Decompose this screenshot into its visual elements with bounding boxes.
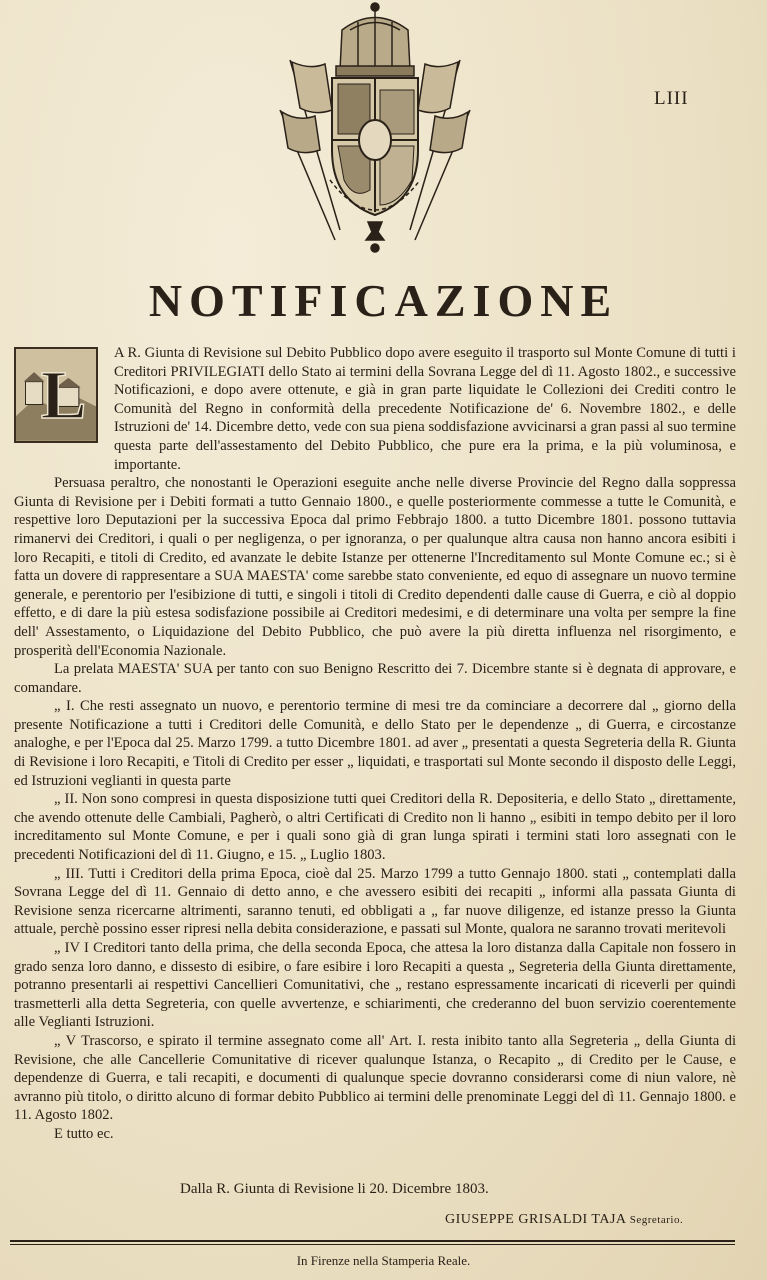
paragraph-preamble: A R. Giunta di Revisione sul Debito Pubblico dopo avere eseguito il trasporto sul Monte Comune di tutti i Creditori PRIVILEGIATI dello Stato ai termini della Sovrana Legge del dì 11. Agosto 1802., e successive Notificazioni, e dopo avere ottenute, e già in gran parte liquidate le Collezioni dei Crediti contro le Comunità del Regno in conformità della precedente Notificazione de' 6. Novembre 1802., e delle Istruzioni de' 14. Dicembre detto, vede con sua piena soddisfazione avvicinarsi a gran passi al suo termine questa parte dell'assestamento del Debito Pubblico, che pure era la prima, e la più voluminosa, e importante. [114, 345, 736, 473]
closing-formula: E tutto ec. [54, 1125, 114, 1142]
paragraph-persuasa: Persuasa peraltro, che nonostanti le Operazioni eseguite anche nelle diverse Provincie del Regno dalla soppressa Giunta di Revisione per i Debiti formati a tutto Gennaio 1800., e quelle posteriormente commesse a tutte le Comunità, e respettive loro Deputazioni per la successiva Epoca dal primo Febbrajo 1800. a tutto Dicembre 1801. possono tuttavia rimanervi dei Creditori, i quali o per negligenza, o per ignoranza, o per qualunque altra causa non hanno ancora esibiti i loro Recapiti, e titoli di Credito, ed avanzate le debite Istanze per ottenerne l'Increditamento sul Monte Comune ec.; si è fatta un dovere di rappresentare a SUA MAESTA' come sarebbe stato conveniente, ed equo di assegnare un nuovo termine generale, e perentorio per l'esibizione di tutti, e singoli i titoli di Credito dependenti dalle cause di Guerra, e ciò al doppio effetto, e di dare la più estesa sodisfazione possibile ai Creditori medesimi, e di determinare una volta per sempre la fine dell' Assestamento, o Liquidazione del Debito Pubblico, che può avere la più diretta influenza nel risorgimento, e prosperità dell'Economia Nazionale. [14, 475, 736, 659]
printer-imprint: In Firenze nella Stamperia Reale. [296, 1253, 471, 1268]
signer-name: GIUSEPPE GRISALDI TAJA [445, 1212, 626, 1227]
article-1: „ I. Che resti assegnato un nuovo, e perentorio termine di mesi tre da cominciare a decorrere dal „ giorno della presente Notificazione a tutti i Creditori delle Comunità, e dello Stato per le dependenze „ di Guerra, e circostanze analoghe, e per l'Epoca dal 25. Marzo 1799. a tutto Dicembre 1801. ad aver „ presentati a questa Segreteria della R. Giunta di Revisione i loro Recapiti, e Titoli di Credito per esser „ liquidati, e trasportati sul Monte secondo il disposto delle Leggi, ed Istruzioni veglianti in questa parte [14, 698, 736, 789]
article-3: „ III. Tutti i Creditori della prima Epoca, cioè dal 25. Marzo 1799 a tutto Gennajo 1800. stati „ contemplati dalla Sovrana Legge del dì 11. Gennaio di detto anno, e che avessero esibiti dei recapiti „ informi alla passata Giunta di Revisione senza ricercarne altrimenti, saranno tenuti, ed obbligati a „ far nuove diligenze, ed istanze presso la Giunta attuale, perchè possino esser ripresi nella debita considerazione, e passati sul Monte, qualora ne saranno trovati meritevoli [14, 865, 736, 938]
article-5: „ V Trascorso, e spirato il termine assegnato come all' Art. I. resta inibito tanto alla Segreteria „ della Giunta di Revisione, che alle Cancellerie Comunitative di ricever qualunque Istanza, o Recapito „ di Credito per le Cause, e dependenze di Guerra, e tali recapiti, e documenti di qualunque specie dovranno considerarsi come di niun valore, nè avranno più titolo, o diritto alcuno di formar debito Pubblico ai termini delle prenominate Leggi del dì 11. Gennajo 1800. e 11. Agosto 1802. [14, 1032, 736, 1124]
notice-body [14, 344, 736, 1144]
date-line: Dalla R. Giunta di Revisione li 20. Dicembre 1803. [180, 1181, 489, 1197]
plate-number: LIII [654, 88, 689, 109]
paragraph-approval: La prelata MAESTA' SUA per tanto con suo Benigno Rescritto dei 7. Dicembre stante si è degnata di approvare, e comandare. [14, 661, 736, 696]
page-title: NOTIFICAZIONE [148, 275, 619, 326]
divider-thick [10, 1240, 735, 1242]
initial-letter: L [40, 356, 87, 433]
article-2: „ II. Non sono compresi in questa disposizione tutti quei Creditori della R. Depositeria, e dello Stato „ direttamente, che avendo ottenute delle Cambiali, Pagherò, o altri Certificati di Credito non li hanno „ esibiti in tempo debito per il loro increditamento sul Monte Comune, e per i quali sono già di gran lunga spirati i termini stati loro assegnati con le precedenti Notificazioni del dì 11. Giugno, e 15. „ Luglio 1803. [14, 791, 736, 864]
article-4: „ IV I Creditori tanto della prima, che della seconda Epoca, che attesa la loro distanza dalla Capitale non fossero in grado senza loro danno, e dissesto di esibire, o fare esibire i loro Recapiti a questa „ Segreteria della Giunta direttamente, potranno presentarli ai respettivi Cancellieri Comunitativi, che „ restano espressamente incaricati di riceverli per quindi trasmetterli alla detta Segreteria, con quelle avvertenze, e schiarimenti, che crederanno del buon servizio coerentemente alle Veglianti Istruzioni. [14, 940, 736, 1031]
royal-coat-of-arms [270, 0, 480, 255]
signer-role: Segretario. [629, 1214, 684, 1226]
divider-thin [10, 1244, 735, 1245]
signature-block [445, 1212, 683, 1228]
